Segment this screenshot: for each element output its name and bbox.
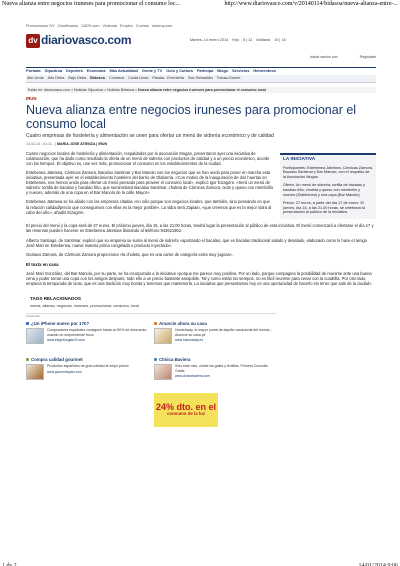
menu-deportes[interactable]: Deportes <box>66 68 83 74</box>
article-body <box>26 147 274 220</box>
initiative-item: Precio: 27 euros, a partir del día 17 de enero. El jueves, día 16, a las 21.00 horas, se celebrará la presentación al público de la iniciativa. <box>283 200 365 215</box>
toplink-empleo[interactable]: Empleo <box>120 24 133 28</box>
initiative-box <box>280 153 376 220</box>
login-area <box>310 55 376 59</box>
article-lead: Cuatro empresas de hostelería y alimentación se unen para ofertar un menú de sidrería económico y de calidad <box>26 132 274 139</box>
breadcrumb-current: Nueva alianza entre negocios iruneses para promocionar el consumo local <box>137 88 266 92</box>
article-paragraph: Cuatro negocios locales de hostelería y alimentación, respaldados por la asociación Mugan, presentaron ayer una iniciativa de colaboración, que ha dado como resultado la oferta de un menú de sidrería con productos de calidad y a un precio económico, acorde con los tiempos. El objetivo es, une vez más, promocionar el consumo en los establecimientos de la ciudad. <box>26 150 270 166</box>
ad-desc: Productos españoles de gran calidad al mejor precio <box>47 364 129 369</box>
initiative-item: Oferta: Un menú de sidrería, tortilla de bacalao y bacalao frito, chuleta y queso con membrillo y nueces (Estebenea) y una copa (Bar Manolo). <box>283 183 365 197</box>
ad-desc: HomeAway, el mayor portal de alquiler vacacional del mundo - Anuncie su casa ya <box>175 328 272 337</box>
ad-bullet-icon <box>26 358 29 361</box>
menu-participa[interactable]: Participa <box>196 68 214 74</box>
ad-item[interactable] <box>26 357 150 387</box>
promo-big: 24% dto. en el <box>155 401 217 412</box>
ad-desc: Compradores españoles consiguen hasta un 80% de descuento usando un sorprendente truco <box>47 328 147 337</box>
energy-promo-banner[interactable] <box>154 393 218 427</box>
ad-title[interactable]: Compra calidad gourmet <box>31 356 83 362</box>
ad-bullet-icon <box>154 358 157 361</box>
tags-list[interactable]: nueva, alianza, negocios, iruneses, promocionar, consumo, local <box>30 304 139 309</box>
article-columns <box>26 147 376 220</box>
weather-tomorrow-label: Mañana <box>256 38 271 42</box>
login-link[interactable]: Iniciar sesión con <box>309 55 338 59</box>
article-title: Nueva alianza entre negocios iruneses para promocionar el consumo local <box>26 102 357 131</box>
top-links <box>26 24 376 30</box>
logo-mark: dv <box>26 34 40 48</box>
submenu-san-sebastian[interactable]: San Sebastián <box>187 76 213 81</box>
print-header <box>0 0 400 9</box>
byline-date: 14.01.14 - 01:11 - | <box>26 142 57 147</box>
secondary-menu <box>26 75 376 83</box>
print-timestamp: 14/01/2014 9:06 <box>358 563 398 566</box>
print-url: http://www.diariovasco.com/v/20140114/bidasoa/nueva-alianza-entre-... <box>224 1 398 7</box>
menu-servicios[interactable]: Servicios <box>232 68 250 74</box>
current-date: Martes, 14 enero 2014 <box>190 38 229 42</box>
toplink-miarroy[interactable]: miarroy.com <box>151 24 173 28</box>
print-title: Nueva alianza entre negocios iruneses para promocionar el consumo loc... <box>2 1 180 7</box>
menu-blogs[interactable]: Blogs <box>217 68 229 74</box>
submenu-costa-urola[interactable]: Costa Urola <box>128 76 149 81</box>
initiative-heading: LA INICIATIVA <box>283 156 316 162</box>
ads-grid <box>26 321 276 387</box>
article-section: IRUN <box>26 96 37 102</box>
ad-title[interactable]: Anuncie ahora su casa <box>159 320 207 326</box>
register-link[interactable]: Registrate <box>359 55 376 59</box>
toplink-11870[interactable]: 11870.com <box>80 24 100 28</box>
menu-ocio-cultura[interactable]: Ocio y Cultura <box>166 68 193 74</box>
toplink-coches[interactable]: Coches <box>135 24 149 28</box>
house-image-icon[interactable] <box>154 328 172 344</box>
ad-link[interactable]: www.clinicabaviera.com <box>175 374 210 378</box>
submenu-alto-deba[interactable]: Alto Deba <box>47 76 65 81</box>
byline-author: MARIA JOSE ATIENZA | IRUN <box>57 142 108 147</box>
menu-economia[interactable]: Economía <box>86 68 106 74</box>
related-tags <box>26 296 376 309</box>
article-paragraph: Gustavo Zamora, de Cárnicas Zamora proporciona «la chuleta, que es una carne de categoría extra muy jugosa». <box>26 251 234 257</box>
weather-tomorrow-temps: 10 | 16 <box>274 38 286 42</box>
promo-small: consumo de la luz <box>166 410 206 416</box>
menu-mas-actualidad[interactable]: Más Actualidad <box>109 68 138 74</box>
toplink-promociones[interactable]: Promociones DV <box>26 24 55 28</box>
toplink-clasificados[interactable]: Clasificados <box>57 24 78 28</box>
ads-block <box>26 313 276 387</box>
brand-row <box>26 33 376 59</box>
ad-item[interactable] <box>154 357 278 387</box>
ad-link[interactable]: www.homeaway.es <box>175 338 203 342</box>
submenu-alto-urola[interactable]: Alto Urola <box>27 76 44 81</box>
ad-desc: Sólo este mes, olvida las gafas y lentillas. Primera Consulta Gratis. <box>175 364 268 373</box>
primary-menu <box>26 67 376 75</box>
sidebar <box>280 153 376 220</box>
weather-today-label: Hoy <box>232 38 239 42</box>
submenu-bidasoa[interactable]: Bidasoa <box>90 76 105 81</box>
promo-row <box>26 393 376 427</box>
breadcrumb-path[interactable]: Estás en: diariovasco.com > Noticias Gipuzkoa > Noticias Bidasoa > <box>28 88 137 92</box>
article-paragraph: El precio del menú y la copa será de 27 euros. El próximo jueves, día 16, a las 21:00 horas, tendrá lugar la presentación al público de esta iniciativa. El menú comenzará a ofertarse el día 17 y las reservas pueden hacerse en Estebenea Jatetxea llamando al teléfono 943621962. <box>26 223 374 234</box>
date-weather <box>190 38 286 43</box>
ad-title[interactable]: Clínica Baviera <box>159 356 191 362</box>
site-logo[interactable] <box>26 33 131 48</box>
article-paragraph: José Mari González, del Bar Manolo, por su parte, se ha incorporado a la iniciativa «porque me parece muy positiva. Por un lado, porque compagina la posibilidad de reunirse ante una buena cena y poder tomar una copa con los amigos después, todo ello a un precio bastante asequible. Tal y como están los tiempos, no es fácil reunirse para cenar con la cuadrilla. Por otro lado, empieza la temporada de txotx, que es una tradición muy bonita y tenemos que mantenerla. La iniciativa que presentamos hoy es una oportunidad de hacerlo sin tener que salir de la ciudad». <box>26 271 373 287</box>
ad-link[interactable]: www.elegeburgate24.com <box>47 338 85 342</box>
menu-hemeroteca[interactable]: Hemeroteca <box>253 68 276 74</box>
toplink-vivienda[interactable]: Vivienda <box>102 24 117 28</box>
menu-portada[interactable]: Portada <box>26 68 41 74</box>
ad-bullet-icon <box>154 322 157 325</box>
ad-link[interactable]: www.gourmetspain.com <box>47 369 82 374</box>
submenu-pasaia[interactable]: Pasaia - Errenteria <box>152 76 184 81</box>
menu-gipuzkoa[interactable]: Gipuzkoa <box>44 68 63 74</box>
article-paragraph: Estebenea Jatetxea se ha aliado con las empresas citadas «no sólo porque son negocios locales, que también, sino pensando en que la relación calidad/precio que conseguimos con ellas es la mejor posible». La sidra será Zapiain, «que creemos que es la mejor sidra al cabo del año», añadió Eizagirre. <box>26 199 272 215</box>
ads-label: Publicidad <box>26 314 40 318</box>
menu-gente-tv[interactable]: Gente y TV <box>141 68 163 74</box>
initiative-item: Participantes: Estebenea Jatetxea, Cárnicas Zamora, Bacalao Santimar y Bar Manolo, con el respaldo de la Asociación Mugan. <box>283 165 373 180</box>
face-image-icon[interactable] <box>154 364 172 380</box>
article-paragraph: Estebenea Jatetxea, Cárnicas Zamora, Bacalao Santimar y Bar Manolo son los negocios que se han unido para poner en marcha esta iniciativa, presentada ayer en el establecimiento hostelero del barrio de Olaberria. «Con motivo de la inauguración de dos huertas en Estebenea, nos hemos unido para ofertar un menú pensado para proveer el consumo local», explicó Igor Eizagirre. «Será un menú de sidrería: tortilla de bacalao y bacalao frito, que suministrará Bacalao Santimar, chuleta de Cárnicas Zamora, txotx y queso con membrillo y nueces, además de una copa en el Bar Manolo de la calle Mayor». <box>26 169 274 196</box>
submenu-bajo-deba[interactable]: Bajo Deba <box>68 76 87 81</box>
breadcrumb <box>26 87 376 93</box>
article-subhead: El toxtx en casa <box>26 261 59 267</box>
submenu-comarca[interactable]: Comarca <box>108 76 125 81</box>
ad-bullet-icon <box>26 322 29 325</box>
gourmet-image-icon[interactable] <box>26 364 44 380</box>
print-page-number: 1 de 2 <box>2 563 17 566</box>
ad-item[interactable] <box>26 321 150 351</box>
tags-heading: TAGS RELACIONADOS <box>30 295 81 301</box>
phone-image-icon[interactable] <box>26 328 44 344</box>
ad-title[interactable]: ¿Un iPhone nuevo por 17€? <box>31 320 90 326</box>
ad-item[interactable] <box>154 321 278 351</box>
article-body-full <box>26 223 376 286</box>
weather-today-temps: 5 | 12 <box>242 38 253 42</box>
submenu-tolosa-goierri[interactable]: Tolosa-Goierri <box>216 76 241 81</box>
article-paragraph: Alberto Santiago, de Santimar, explicó que su empresa se suma al menú de sidrería «aportando el bacalao, que es bacalao tradicional salado y desalado, elaborado como lo hace el amigo José Mari en Estebenea, nueva materia prima congelada o producto inyectado». <box>26 237 367 248</box>
page <box>26 24 376 427</box>
logo-name: diariovasco.com <box>41 33 132 47</box>
